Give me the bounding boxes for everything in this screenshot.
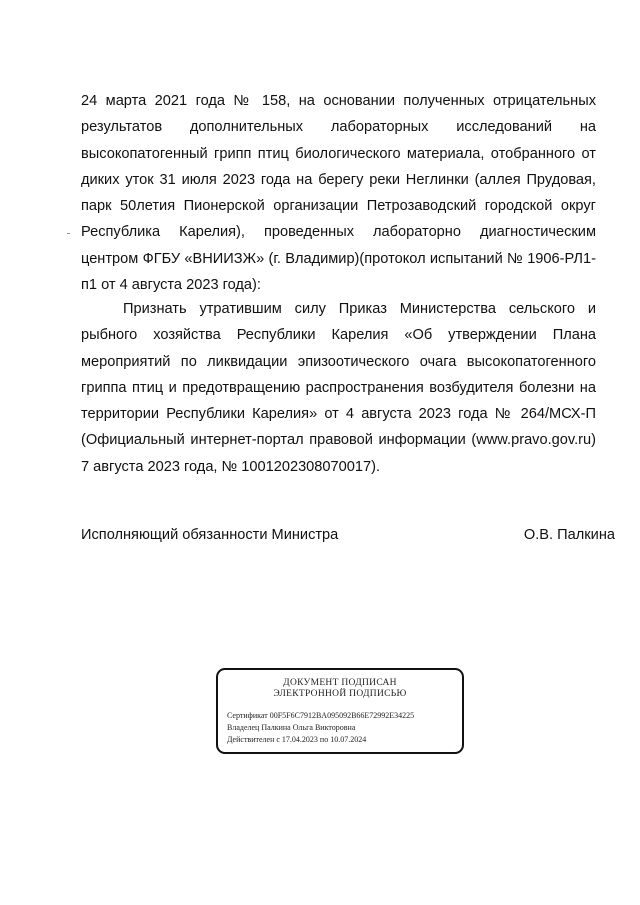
body-paragraph-1: 24 марта 2021 года № 158, на основании полученных отрицательных результатов дополнительных лабораторных исследований на высокопатогенный грипп птиц биологического материала, отобранного от диких уток 31 июля 2023 года на берегу реки Неглинки (аллея Прудовая, парк 50летия Пионерской организации Петрозаводский городской округ Республика Карелия), проведенных лабораторно диагностическим центром ФГБУ «ВНИИЗЖ» (г. Владимир)(протокол испытаний № 1906-РЛ1-п1 от 4 августа 2023 года): — [81, 93, 596, 294]
body-paragraph-2: Признать утратившим силу Приказ Министерства сельского и рыбного хозяйства Республики Карелия «Об утверждении Плана мероприятий по ликвидации эпизоотического очага высокопатогенного гриппа птиц и предотвращению распространения возбудителя болезни на территории Республики Карелия» от 4 августа 2023 года № 264/МСХ-П (Официальный интернет-портал правовой информации (www.pravo.gov.ru) 7 августа 2023 года, № 1001202308070017). — [81, 301, 596, 475]
signatory-name: О.В. Палкина — [523, 527, 615, 543]
signature-block — [81, 527, 615, 543]
stamp-certificate: Сертификат 00F5F6C7912BA095092B66E72992E34225 — [227, 711, 415, 720]
stamp-title-line-1: ДОКУМЕНТ ПОДПИСАН — [283, 678, 397, 688]
electronic-signature-stamp — [216, 668, 464, 754]
scan-artifact — [67, 233, 70, 234]
stamp-owner: Владелец Палкина Ольга Викторовна — [227, 723, 356, 732]
stamp-title-line-2: ЭЛЕКТРОННОЙ ПОДПИСЬЮ — [273, 689, 407, 699]
stamp-validity: Действителен с 17.04.2023 по 10.07.2024 — [227, 735, 367, 744]
signatory-position: Исполняющий обязанности Министра — [81, 527, 339, 543]
